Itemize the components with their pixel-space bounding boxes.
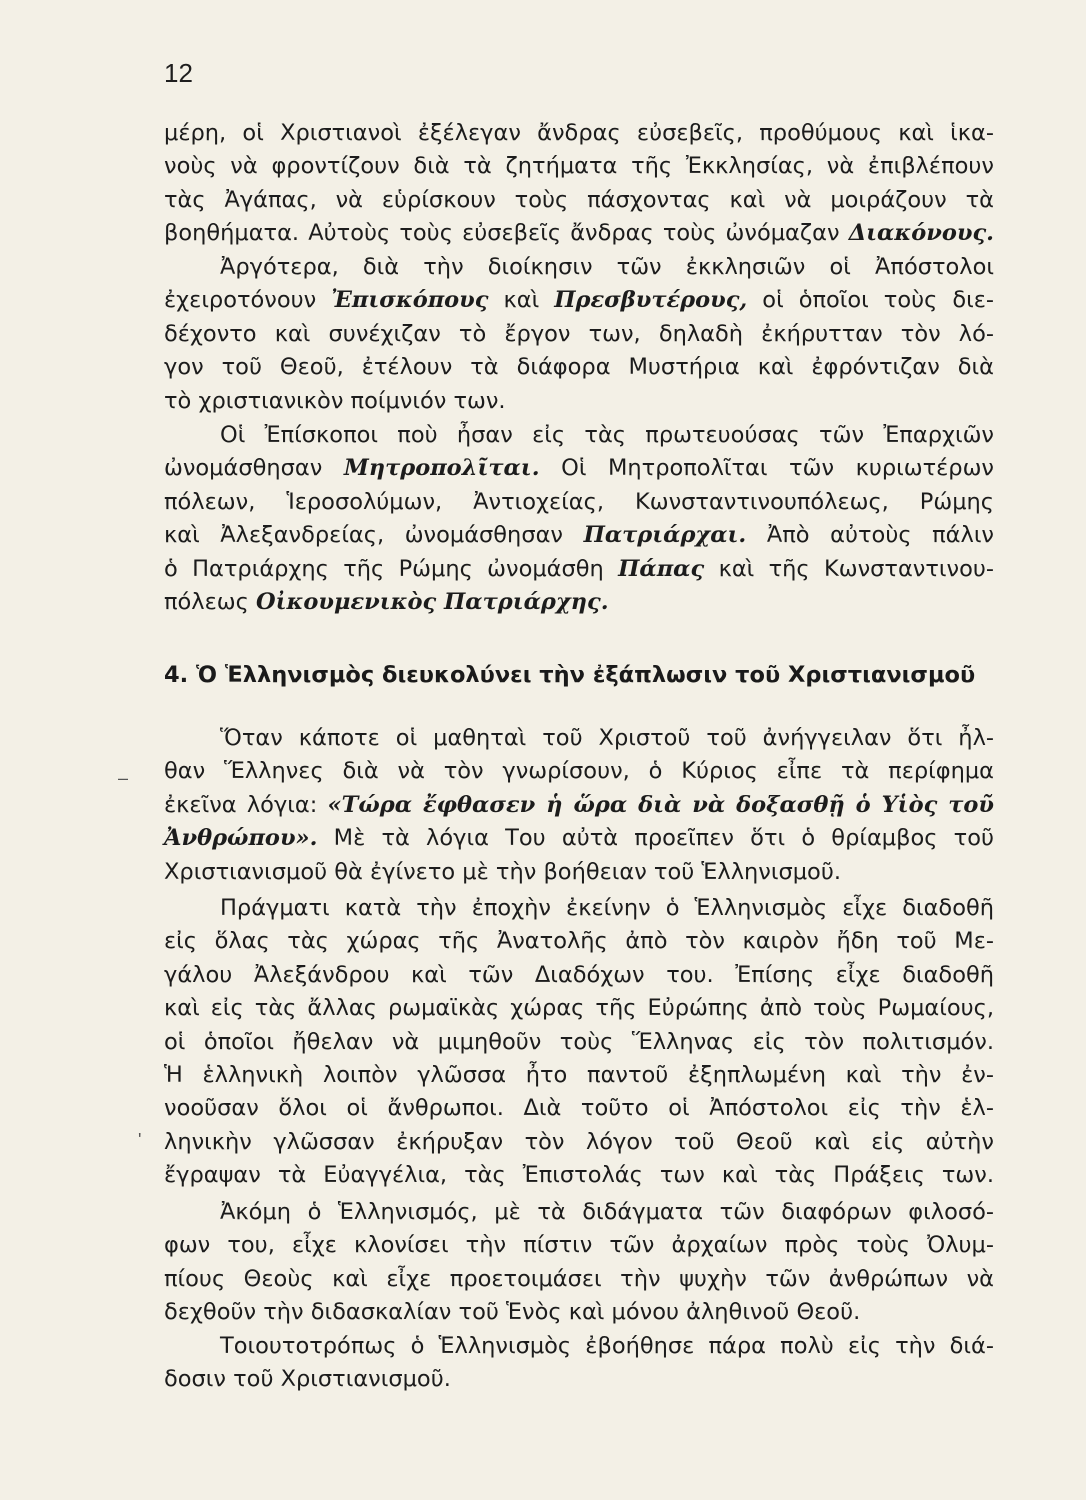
text-line: Ἀργότερα, διὰ τὴν διοίκησιν τῶν ἐκκλησιῶν οἱ Ἀπόστολοι	[220, 254, 994, 280]
text-line: Ἀκόμη ὁ Ἑλληνισμός, μὲ τὰ διδάγματα τῶν διαφόρων φιλοσό-	[220, 1199, 994, 1225]
emphasis-ecumenical-patriarch: Οἰκουμενικὸς Πατριάρχης.	[256, 588, 609, 615]
text-line: πίους Θεοὺς καὶ εἶχε προετοιμάσει τὴν ψυχὴν τῶν ἀνθρώπων νὰ	[164, 1265, 994, 1292]
text-line: δεχθοῦν τὴν διδασκαλίαν τοῦ Ἑνὸς καὶ μόνου ἀληθινοῦ Θεοῦ.	[164, 1299, 861, 1326]
text-line: μέρη, οἱ Χριστιανοὶ ἐξέλεγαν ἄνδρας εὐσεβεῖς, προθύμους καὶ ἱκα-	[164, 120, 994, 146]
emphasis-patriarchs: Πατριάρχαι.	[583, 522, 747, 549]
page-number: 12	[164, 58, 193, 88]
text-line: γον τοῦ Θεοῦ, ἐτέλουν τὰ διάφορα Μυστήρια καὶ ἐφρόντιζαν διὰ	[164, 354, 994, 381]
text-line: πόλεων, Ἱεροσολύμων, Ἀντιοχείας, Κωνσταντινουπόλεως, Ρώμης	[164, 488, 994, 515]
text-line: πόλεως Οἰκουμενικὸς Πατριάρχης.	[164, 588, 609, 615]
text-line: ληνικὴν γλῶσσαν ἐκήρυξαν τὸν λόγον τοῦ Θεοῦ καὶ εἰς αὐτὴν	[164, 1128, 994, 1155]
emphasis-presbyters: Πρεσβυτέρους,	[554, 287, 748, 314]
paragraph-bishops	[164, 251, 994, 418]
text-line: δέχοντο καὶ συνέχιζαν τὸ ἔργον των, δηλαδὴ ἐκήρυτταν τὸν λό-	[164, 320, 994, 347]
text-line: Πράγματι κατὰ τὴν ἐποχὴν ἐκείνην ὁ Ἑλληνισμὸς εἶχε διαδοθῆ	[220, 895, 994, 921]
text-line: καὶ εἰς τὰς ἄλλας ρωμαϊκὰς χώρας τῆς Εὐρώπης ἀπὸ τοὺς Ρωμαίους,	[164, 995, 994, 1022]
text-line: τὸ χριστιανικὸν ποίμνιόν των.	[164, 387, 506, 414]
text-line: Τοιουτοτρόπως ὁ Ἑλληνισμὸς ἐβοήθησε πάρα πολὺ εἰς τὴν διά-	[220, 1333, 994, 1359]
paragraph-hellenism-spread	[164, 892, 994, 1193]
paragraph-metropolitans	[164, 419, 994, 619]
emphasis-metropolitans: Μητροπολῖται.	[343, 455, 540, 482]
text-line: Ὅταν κάποτε οἱ μαθηταὶ τοῦ Χριστοῦ τοῦ ἀνήγγειλαν ὅτι ἦλ-	[220, 725, 994, 751]
text-line: Ἡ ἑλληνικὴ λοιπὸν γλῶσσα ἦτο παντοῦ ἐξηπλωμένη καὶ τὴν ἐν-	[164, 1061, 994, 1088]
text-line: ὠνομάσθησαν Μητροπολῖται. Οἱ Μητροπολῖται τῶν κυριωτέρων	[164, 455, 994, 482]
text-line: ἐκεῖνα λόγια: «Τώρα ἔφθασεν ἡ ὥρα διὰ νὰ δοξασθῇ ὁ Υἱὸς τοῦ	[164, 791, 994, 818]
paragraph-greeks-came	[164, 722, 994, 889]
text-line: γάλου Ἀλεξάνδρου καὶ τῶν Διαδόχων του. Ἐπίσης εἶχε διαδοθῆ	[164, 961, 994, 988]
text-line: τὰς Ἀγάπας, νὰ εὑρίσκουν τοὺς πάσχοντας καὶ νὰ μοιράζουν τὰ	[164, 186, 994, 213]
text-line: ἔγραψαν τὰ Εὐαγγέλια, τὰς Ἐπιστολάς των καὶ τὰς Πράξεις των.	[164, 1162, 994, 1189]
text-line: εἰς ὅλας τὰς χώρας τῆς Ἀνατολῆς ἀπὸ τὸν καιρὸν ἤδη τοῦ Με-	[164, 928, 994, 955]
text-line: βοηθήματα. Αὐτοὺς τοὺς εὐσεβεῖς ἄνδρας τοὺς ὠνόμαζαν Διακόνους.	[164, 220, 994, 247]
text-line: ὁ Πατριάρχης τῆς Ρώμης ὠνομάσθη Πάπας καὶ τῆς Κωνσταντινου-	[164, 555, 994, 582]
emphasis-deacons: Διακόνους.	[848, 220, 994, 247]
text-line: ἐχειροτόνουν Ἐπισκόπους καὶ Πρεσβυτέρους, οἱ ὁποῖοι τοὺς διε-	[164, 287, 995, 314]
emphasis-pope: Πάπας	[618, 555, 705, 582]
paragraph-philosophers	[164, 1196, 994, 1330]
emphasis-quote: «Τώρα ἔφθασεν ἡ ὥρα διὰ νὰ δοξασθῇ ὁ Υἱὸς τοῦ	[327, 791, 994, 818]
emphasis-quote-end: Ἀνθρώπου».	[164, 825, 318, 852]
text-line: Ἀνθρώπου». Μὲ τὰ λόγια Του αὐτὰ προεῖπεν ὅτι ὁ θρίαμβος τοῦ	[164, 825, 994, 852]
text-line: φων του, εἶχε κλονίσει τὴν πίστιν τῶν ἀρχαίων πρὸς τοὺς Ὀλυμ-	[164, 1232, 994, 1259]
margin-dash-mark: –	[118, 768, 129, 788]
margin-tick-mark: '	[138, 1130, 142, 1150]
text-line: Οἱ Ἐπίσκοποι ποὺ ἦσαν εἰς τὰς πρωτευούσας τῶν Ἐπαρχιῶν	[220, 422, 994, 448]
paragraph-conclusion	[164, 1330, 994, 1397]
paragraph-deacons	[164, 117, 994, 251]
text-line: καὶ Ἀλεξανδρείας, ὠνομάσθησαν Πατριάρχαι. Ἀπὸ αὐτοὺς πάλιν	[164, 522, 994, 549]
emphasis-bishops: Ἐπισκόπους	[331, 287, 489, 314]
text-line: νοὺς νὰ φροντίζουν διὰ τὰ ζητήματα τῆς Ἐκκλησίας, νὰ ἐπιβλέπουν	[164, 153, 994, 180]
text-line: Χριστιανισμοῦ θὰ ἐγίνετο μὲ τὴν βοήθειαν τοῦ Ἑλληνισμοῦ.	[164, 858, 841, 885]
section-heading: 4. Ὁ Ἑλληνισμὸς διευκολύνει τὴν ἐξάπλωσιν τοῦ Χριστιανισμοῦ	[164, 662, 976, 688]
text-line: θαν Ἕλληνες διὰ νὰ τὸν γνωρίσουν, ὁ Κύριος εἶπε τὰ περίφημα	[164, 758, 994, 785]
text-line: νοοῦσαν ὅλοι οἱ ἄνθρωποι. Διὰ τοῦτο οἱ Ἀπόστολοι εἰς τὴν ἑλ-	[164, 1095, 994, 1122]
text-line: οἱ ὁποῖοι ἤθελαν νὰ μιμηθοῦν τοὺς Ἕλληνας εἰς τὸν πολιτισμόν.	[164, 1028, 994, 1055]
text-line: δοσιν τοῦ Χριστιανισμοῦ.	[164, 1366, 451, 1393]
